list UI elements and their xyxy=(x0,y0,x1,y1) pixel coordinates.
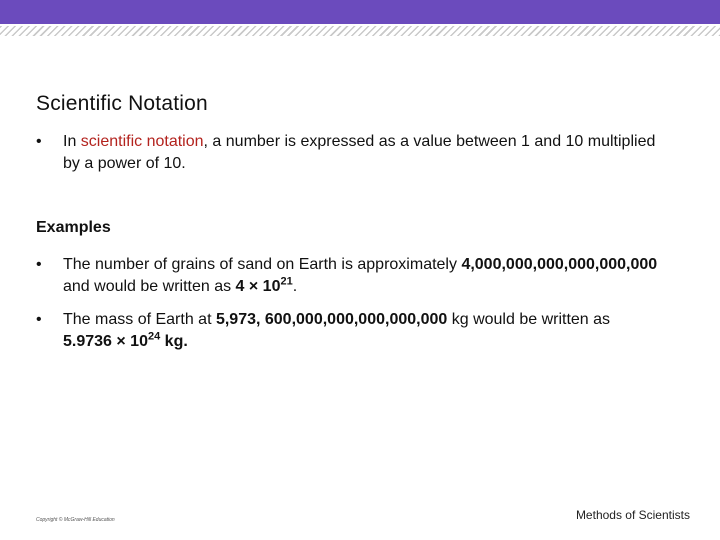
definition-text xyxy=(63,131,663,175)
notation-exponent: 21 xyxy=(280,275,293,288)
examples-heading: Examples xyxy=(36,219,111,236)
copyright-notice: Copyright © McGraw-Hill Education xyxy=(36,517,115,523)
definition-after: , a number is expressed as a value between 1 and 10 multiplied by a power of 10. xyxy=(63,133,656,172)
example-text xyxy=(63,254,663,298)
notation-exponent: 24 xyxy=(147,330,161,343)
bullet-dot: • xyxy=(36,311,42,328)
example-bullet-sand xyxy=(36,254,676,300)
example-text-before: The mass of Earth at xyxy=(63,311,216,328)
example-number: 4,000,000,000,000,000,000 xyxy=(461,256,658,273)
bullet-dot: • xyxy=(36,133,42,150)
highlighted-term: scientific notation xyxy=(80,133,204,150)
example-text xyxy=(63,309,663,353)
example-text-after: . xyxy=(292,278,298,295)
example-notation xyxy=(235,275,293,295)
example-notation xyxy=(63,330,161,350)
bullet-dot: • xyxy=(36,256,42,273)
example-text-after: kg. xyxy=(160,333,188,350)
definition-before: In xyxy=(63,133,81,150)
top-color-band xyxy=(0,0,720,24)
example-text-middle: kg would be written as xyxy=(447,311,611,328)
example-number: 5,973, 600,000,000,000,000,000 xyxy=(215,311,448,328)
example-text-before: The number of grains of sand on Earth is approximately xyxy=(63,256,462,273)
example-text-middle: and would be written as xyxy=(63,278,236,295)
notation-base: 4 × 10 xyxy=(235,278,281,295)
hatch-pattern-strip xyxy=(0,26,720,36)
chapter-footer: Methods of Scientists xyxy=(575,508,690,522)
slide-title: Scientific Notation xyxy=(36,92,208,115)
notation-base: 5.9736 × 10 xyxy=(63,333,148,350)
example-bullet-earth-mass xyxy=(36,309,676,355)
definition-bullet xyxy=(36,131,676,177)
